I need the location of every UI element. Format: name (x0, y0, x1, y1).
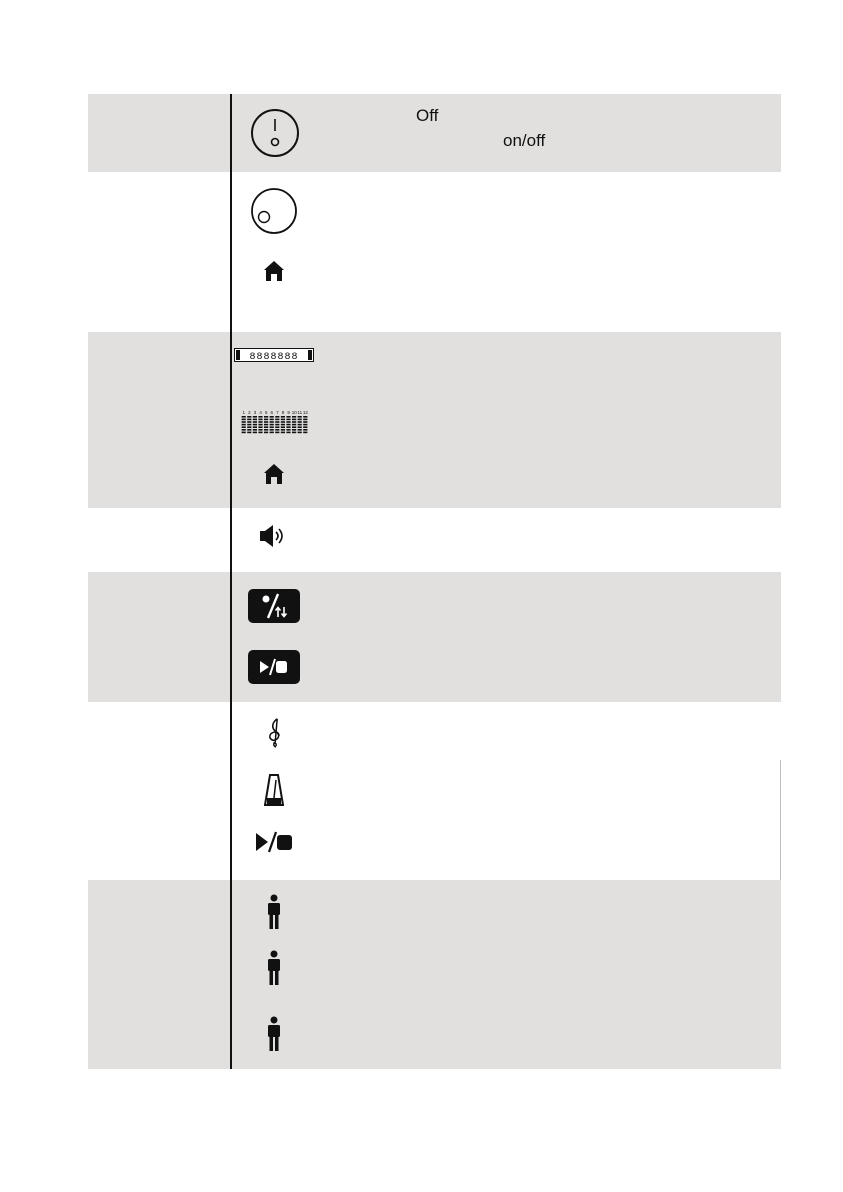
level-segment (247, 421, 251, 423)
person-icon (265, 950, 283, 986)
level-number: 6 (270, 410, 274, 415)
level-segment (258, 432, 262, 434)
level-number: 10 (291, 410, 297, 415)
level-segment (242, 429, 246, 431)
level-segment (303, 429, 307, 431)
level-segment (264, 429, 268, 431)
level-segment (258, 424, 262, 426)
volume-knob-icon (249, 186, 299, 236)
row-music (88, 702, 781, 880)
level-segment (242, 419, 246, 421)
metronome-icon (264, 774, 284, 806)
level-segment (270, 416, 274, 418)
level-segment (292, 416, 296, 418)
level-number: 3 (253, 410, 257, 415)
level-segment (292, 426, 296, 428)
level-segment (242, 421, 246, 423)
level-segment (264, 419, 268, 421)
level-meter-icon (240, 409, 310, 435)
level-segment (275, 426, 279, 428)
power-state-label: Off (416, 106, 439, 125)
level-segment (258, 426, 262, 428)
level-segment (286, 426, 290, 428)
level-segment (247, 432, 251, 434)
level-segment (264, 416, 268, 418)
row-persons (88, 880, 781, 1069)
level-segment (264, 426, 268, 428)
power-toggle-label: on/off (503, 131, 546, 150)
level-segment (270, 421, 274, 423)
level-segment (258, 429, 262, 431)
home-icon (262, 259, 286, 283)
power-switch-icon (249, 107, 301, 159)
level-segment (281, 432, 285, 434)
level-segment (264, 432, 268, 434)
level-segment (281, 416, 285, 418)
level-segment (253, 429, 257, 431)
level-segment (253, 432, 257, 434)
level-number: 1 (242, 410, 246, 415)
level-segment (242, 426, 246, 428)
level-segment (298, 421, 302, 423)
level-segment (247, 429, 251, 431)
level-segment (253, 424, 257, 426)
level-segment (247, 419, 251, 421)
level-segment (247, 426, 251, 428)
level-segment (275, 419, 279, 421)
level-segment (264, 421, 268, 423)
lcd-display-icon (234, 348, 314, 362)
level-segment (298, 416, 302, 418)
level-segment (298, 424, 302, 426)
level-segment (247, 416, 251, 418)
level-segment (258, 421, 262, 423)
level-segment (275, 416, 279, 418)
percent-updown-button-icon (248, 589, 300, 623)
level-segment (270, 419, 274, 421)
play-stop-button-icon (248, 650, 300, 684)
level-segment (286, 432, 290, 434)
level-segment (258, 416, 262, 418)
level-segment (298, 419, 302, 421)
level-number: 9 (287, 410, 290, 415)
row-knob-home (88, 172, 781, 332)
right-border-line (780, 760, 781, 880)
level-segment (253, 419, 257, 421)
level-segment (298, 429, 302, 431)
level-segment (253, 421, 257, 423)
level-segment (292, 432, 296, 434)
row-buttons (88, 572, 781, 702)
level-segment (270, 424, 274, 426)
level-segment (303, 416, 307, 418)
level-segment (281, 429, 285, 431)
level-number: 2 (248, 410, 251, 415)
treble-clef-icon (265, 718, 285, 748)
level-segment (298, 432, 302, 434)
level-segment (247, 424, 251, 426)
level-segment (242, 432, 246, 434)
level-segment (253, 426, 257, 428)
level-segment (264, 424, 268, 426)
level-segment (242, 416, 246, 418)
level-segment (292, 419, 296, 421)
level-segment (303, 426, 307, 428)
level-segment (270, 432, 274, 434)
level-segment (286, 419, 290, 421)
lcd-digits: 8888888 (249, 352, 299, 362)
level-segment (281, 426, 285, 428)
level-segment (292, 421, 296, 423)
level-segment (303, 424, 307, 426)
level-segment (281, 424, 285, 426)
level-segment (303, 432, 307, 434)
column-divider (230, 94, 232, 1069)
level-segment (286, 429, 290, 431)
level-segment (298, 426, 302, 428)
level-segment (275, 424, 279, 426)
level-segment (286, 421, 290, 423)
level-segment (270, 429, 274, 431)
level-segment (303, 419, 307, 421)
level-segment (292, 429, 296, 431)
level-number: 5 (264, 410, 268, 415)
home-icon (262, 462, 286, 486)
level-segment (281, 419, 285, 421)
level-segment (275, 429, 279, 431)
level-number: 12 (302, 410, 308, 415)
level-segment (242, 424, 246, 426)
row-speaker (88, 508, 781, 572)
level-segment (303, 421, 307, 423)
level-segment (281, 421, 285, 423)
level-segment (253, 416, 257, 418)
level-number: 8 (281, 410, 285, 415)
person-icon (265, 894, 283, 930)
level-segment (286, 424, 290, 426)
level-segment (270, 426, 274, 428)
row-display (88, 332, 781, 508)
person-icon (265, 1016, 283, 1052)
level-number: 4 (259, 410, 262, 415)
level-segment (275, 432, 279, 434)
level-number: 7 (276, 410, 279, 415)
play-stop-icon (254, 831, 294, 853)
speaker-icon (259, 524, 289, 548)
level-segment (286, 416, 290, 418)
level-segment (258, 419, 262, 421)
level-segment (275, 421, 279, 423)
level-segment (292, 424, 296, 426)
level-number: 11 (297, 410, 303, 415)
